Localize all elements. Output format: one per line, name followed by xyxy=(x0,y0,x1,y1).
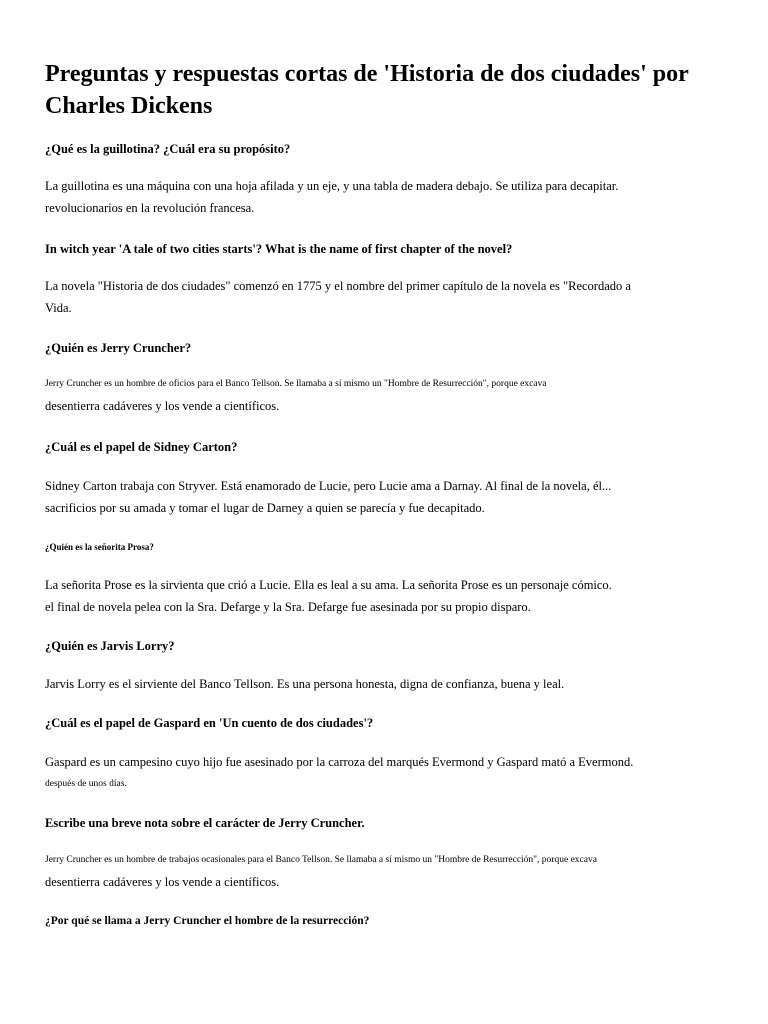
answer-8 xyxy=(45,849,597,893)
answer-line: La guillotina es una máquina con una hoja afilada y un eje, y una tabla de madera debajo. Se utiliza para decapitar. xyxy=(45,179,619,193)
question-3: ¿Quién es Jerry Cruncher? xyxy=(45,341,192,355)
answer-line: La señorita Prose es la sirvienta que crió a Lucie. Ella es leal a su ama. La señorita Prose es un personaje cómico. xyxy=(45,578,612,592)
question-9: ¿Por qué se llama a Jerry Cruncher el hombre de la resurrección? xyxy=(45,915,370,927)
question-6: ¿Quién es Jarvis Lorry? xyxy=(45,639,175,653)
answer-line: sacrificios por su amada y tomar el lugar de Darney a quien se parecía y fue decapitado. xyxy=(45,501,485,515)
answer-5 xyxy=(45,574,612,618)
question-7: ¿Cuál es el papel de Gaspard en 'Un cuento de dos ciudades'? xyxy=(45,716,374,730)
answer-1 xyxy=(45,175,618,219)
answer-2 xyxy=(45,275,631,319)
question-1: ¿Qué es la guillotina? ¿Cuál era su propósito? xyxy=(45,142,291,156)
answer-4 xyxy=(45,475,611,519)
answer-line: Jarvis Lorry es el sirviente del Banco Tellson. Es una persona honesta, digna de confianza, buena y leal. xyxy=(45,677,565,691)
answer-line: desentierra cadáveres y los vende a científicos. xyxy=(45,399,280,413)
answer-line: desentierra cadáveres y los vende a científicos. xyxy=(45,875,280,889)
answer-line: el final de novela pelea con la Sra. Defarge y la Sra. Defarge fue asesinada por su propio disparo. xyxy=(45,600,531,614)
answer-line: Jerry Cruncher es un hombre de oficios para el Banco Tellson. Se llamaba a sí mismo un "Hombre de Resurrección", porque excava xyxy=(45,379,547,389)
answer-7 xyxy=(45,751,633,795)
question-8: Escribe una breve nota sobre el carácter de Jerry Cruncher. xyxy=(45,816,365,830)
answer-line: Sidney Carton trabaja con Stryver. Está enamorado de Lucie, pero Lucie ama a Darnay. Al final de la novela, él... xyxy=(45,479,612,493)
answer-line: después de unos días. xyxy=(45,779,127,789)
answer-3 xyxy=(45,373,547,417)
question-4: ¿Cuál es el papel de Sidney Carton? xyxy=(45,440,238,454)
answer-line: Gaspard es un campesino cuyo hijo fue asesinado por la carroza del marqués Evermond y Gaspard mató a Evermond. xyxy=(45,755,634,769)
question-2: In witch year 'A tale of two cities starts'? What is the name of first chapter of the novel? xyxy=(45,242,513,256)
question-5: ¿Quién es la señorita Prosa? xyxy=(45,542,154,552)
page-title: Preguntas y respuestas cortas de 'Historia de dos ciudades' por Charles Dickens xyxy=(45,61,689,119)
answer-line: La novela "Historia de dos ciudades" comenzó en 1775 y el nombre del primer capítulo de la novela es "Recordado a xyxy=(45,279,631,293)
answer-6 xyxy=(45,673,564,695)
answer-line: Vida. xyxy=(45,301,72,315)
answer-line: Jerry Cruncher es un hombre de trabajos ocasionales para el Banco Tellson. Se llamaba a sí mismo un "Hombre de Resurrección", porque excava xyxy=(45,855,597,865)
answer-line: revolucionarios en la revolución francesa. xyxy=(45,201,255,215)
